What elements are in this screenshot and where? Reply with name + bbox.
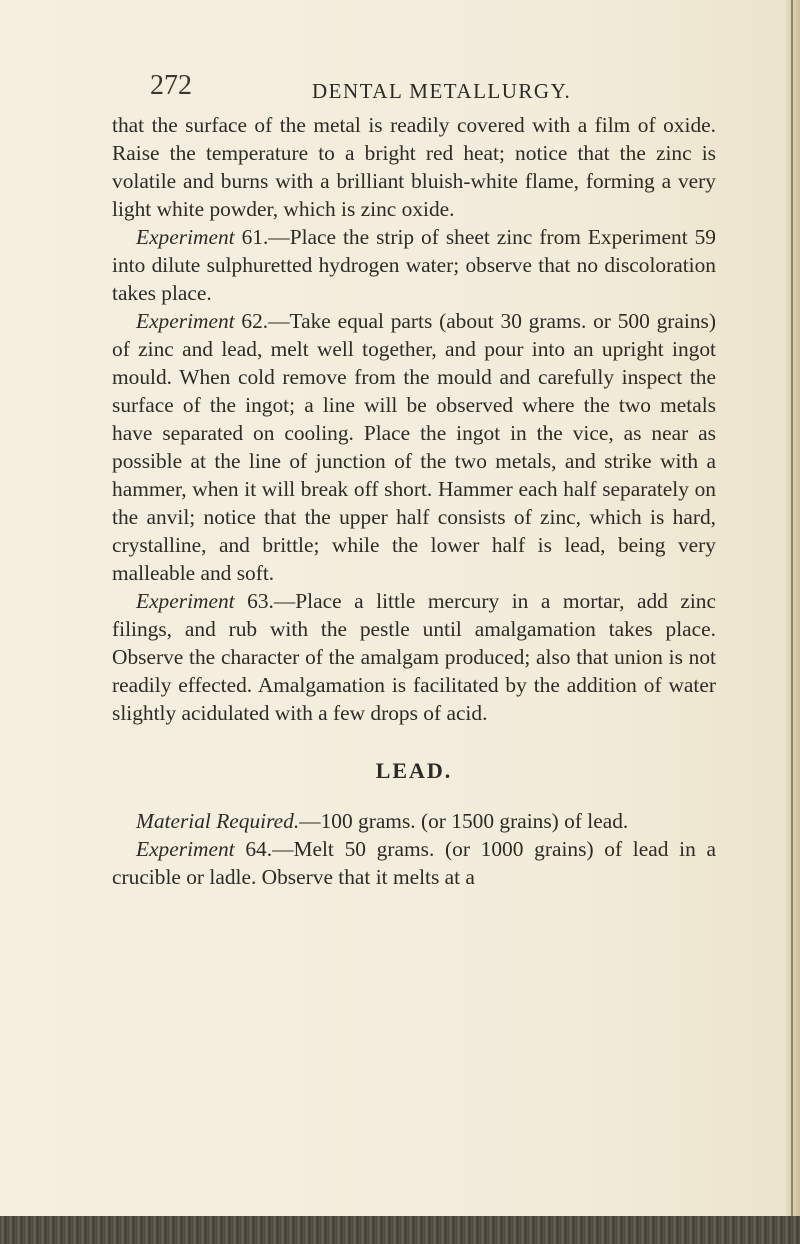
experiment-label: Experiment <box>136 225 235 249</box>
experiment-text: 63.—Place a little mercury in a mortar, add zinc filings, and rub with the pestle until amalgamation takes place. Observe the character of the amalgam produced; also that union is not readily effected. Amalgamation is facilitated by the addition of water slightly acidulated with a few drops of acid. <box>112 589 716 725</box>
body-text <box>112 111 716 891</box>
paragraph-experiment-63 <box>112 587 716 727</box>
material-text: —100 grams. (or 1500 grains) of lead. <box>299 809 629 833</box>
paragraph-continuation: that the surface of the metal is readily covered with a film of oxide. Raise the temperature to a bright red heat; notice that the zinc is volatile and burns with a brilliant bluish-white flame, forming a very light white powder, which is zinc oxide. <box>112 113 716 221</box>
paragraph-material-required <box>112 807 716 835</box>
material-label: Material Required. <box>136 809 300 833</box>
edge-rule <box>791 0 793 1244</box>
paragraph-experiment-64 <box>112 835 716 891</box>
experiment-label: Experiment <box>136 309 235 333</box>
paragraph-experiment-61 <box>112 223 716 307</box>
experiment-label: Experiment <box>136 589 235 613</box>
page-header <box>150 70 710 110</box>
page-number: 272 <box>150 70 192 101</box>
experiment-text: 61.—Place the strip of sheet zinc from Experiment 59 into dilute sulphuretted hydrogen water; observe that no discoloration takes place. <box>112 225 716 305</box>
paragraph-experiment-62 <box>112 307 716 587</box>
page-edge <box>786 0 800 1244</box>
scan-bottom-edge <box>0 1216 800 1244</box>
experiment-text: 64.—Melt 50 grams. (or 1000 grains) of lead in a crucible or ladle. Observe that it melts at a <box>112 837 716 889</box>
experiment-text: 62.—Take equal parts (about 30 grams. or 500 grains) of zinc and lead, melt well together, and pour into an upright ingot mould. When cold remove from the mould and carefully inspect the surface of the ingot; a line will be observed where the two metals have separated on cooling. Place the ingot in the vice, as near as possible at the line of junction of the two metals, and strike with a hammer, when it will break off short. Hammer each half separately on the anvil; notice that the upper half consists of zinc, which is hard, crystalline, and brittle; while the lower half is lead, being very malleable and soft. <box>112 309 716 585</box>
experiment-label: Experiment <box>136 837 235 861</box>
running-head: DENTAL METALLURGY. <box>312 79 572 103</box>
section-heading: LEAD. <box>375 758 453 783</box>
